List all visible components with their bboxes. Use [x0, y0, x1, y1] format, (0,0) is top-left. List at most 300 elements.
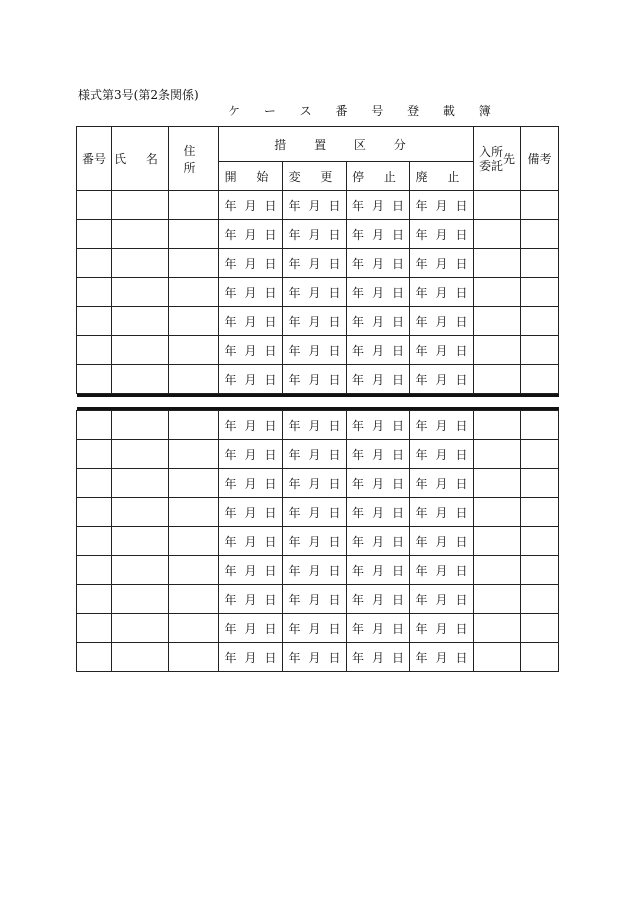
date-unit-year: 年 — [288, 650, 301, 665]
cell-abolish-date[interactable] — [410, 365, 474, 394]
cell-facility[interactable] — [474, 469, 521, 498]
date-unit-year: 年 — [224, 476, 237, 491]
cell-facility[interactable] — [474, 614, 521, 643]
date-unit-day: 日 — [328, 505, 341, 520]
date-unit-month: 月 — [244, 418, 257, 433]
cell-suspend-date[interactable] — [347, 249, 410, 278]
date-unit-month: 月 — [435, 563, 448, 578]
date-unit-month: 月 — [371, 227, 384, 242]
cell-remarks[interactable] — [521, 469, 559, 498]
date-unit-month: 月 — [308, 563, 321, 578]
table-row — [77, 278, 559, 307]
cell-suspend-date[interactable] — [347, 614, 410, 643]
date-unit-day: 日 — [264, 621, 277, 636]
cell-name[interactable] — [112, 469, 169, 498]
date-unit-year: 年 — [224, 447, 237, 462]
date-unit-year: 年 — [288, 227, 301, 242]
date-unit-day: 日 — [455, 650, 468, 665]
cell-address[interactable] — [169, 411, 219, 440]
cell-start-date[interactable] — [219, 411, 283, 440]
cell-facility[interactable] — [474, 365, 521, 394]
date-unit-day: 日 — [392, 592, 405, 607]
date-unit-month: 月 — [244, 285, 257, 300]
cell-name[interactable] — [112, 440, 169, 469]
date-unit-year: 年 — [224, 285, 237, 300]
cell-start-date[interactable] — [219, 220, 283, 249]
omission-separator — [77, 394, 559, 411]
cell-start-date[interactable] — [219, 498, 283, 527]
cell-abolish-date[interactable] — [410, 585, 474, 614]
table-row — [77, 498, 559, 527]
date-unit-year: 年 — [224, 314, 237, 329]
date-unit-month: 月 — [308, 505, 321, 520]
cell-start-date[interactable] — [219, 440, 283, 469]
date-unit-month: 月 — [371, 621, 384, 636]
date-unit-month: 月 — [435, 285, 448, 300]
date-unit-year: 年 — [351, 285, 364, 300]
cell-abolish-date[interactable] — [410, 614, 474, 643]
date-unit-year: 年 — [224, 372, 237, 387]
cell-name[interactable] — [112, 307, 169, 336]
date-unit-year: 年 — [288, 198, 301, 213]
cell-name[interactable] — [112, 614, 169, 643]
date-unit-day: 日 — [455, 505, 468, 520]
date-unit-day: 日 — [264, 592, 277, 607]
cell-abolish-date[interactable] — [410, 527, 474, 556]
cell-remarks[interactable] — [521, 278, 559, 307]
date-unit-day: 日 — [328, 592, 341, 607]
cell-start-date[interactable] — [219, 585, 283, 614]
cell-number[interactable] — [77, 249, 112, 278]
date-unit-day: 日 — [328, 285, 341, 300]
cell-remarks[interactable] — [521, 191, 559, 220]
cell-address[interactable] — [169, 469, 219, 498]
date-unit-day: 日 — [264, 650, 277, 665]
cell-change-date[interactable] — [283, 440, 347, 469]
cell-change-date[interactable] — [283, 614, 347, 643]
separator-line-top — [77, 394, 559, 397]
cell-change-date[interactable] — [283, 469, 347, 498]
date-unit-month: 月 — [371, 343, 384, 358]
date-unit-year: 年 — [415, 418, 428, 433]
date-unit-day: 日 — [392, 256, 405, 271]
cell-abolish-date[interactable] — [410, 643, 474, 672]
cell-remarks[interactable] — [521, 249, 559, 278]
date-unit-year: 年 — [415, 372, 428, 387]
date-unit-day: 日 — [455, 227, 468, 242]
cell-facility[interactable] — [474, 336, 521, 365]
cell-abolish-date[interactable] — [410, 307, 474, 336]
date-unit-month: 月 — [244, 447, 257, 462]
form-number-label: 様式第3号(第2条関係) — [78, 88, 199, 102]
date-unit-year: 年 — [415, 314, 428, 329]
cell-start-date[interactable] — [219, 307, 283, 336]
date-unit-year: 年 — [288, 418, 301, 433]
date-unit-month: 月 — [435, 476, 448, 491]
cell-remarks[interactable] — [521, 585, 559, 614]
cell-remarks[interactable] — [521, 220, 559, 249]
cell-start-date[interactable] — [219, 556, 283, 585]
cell-change-date[interactable] — [283, 556, 347, 585]
cell-change-date[interactable] — [283, 249, 347, 278]
cell-name[interactable] — [112, 498, 169, 527]
date-unit-year: 年 — [288, 592, 301, 607]
date-unit-month: 月 — [308, 285, 321, 300]
cell-number[interactable] — [77, 585, 112, 614]
header-abolish: 廃 止 — [410, 162, 474, 191]
cell-abolish-date[interactable] — [410, 336, 474, 365]
cell-number[interactable] — [77, 469, 112, 498]
date-unit-day: 日 — [264, 256, 277, 271]
date-unit-day: 日 — [455, 372, 468, 387]
date-unit-day: 日 — [264, 534, 277, 549]
date-unit-month: 月 — [244, 314, 257, 329]
cell-address[interactable] — [169, 440, 219, 469]
cell-remarks[interactable] — [521, 527, 559, 556]
cell-address[interactable] — [169, 527, 219, 556]
cell-suspend-date[interactable] — [347, 527, 410, 556]
cell-address[interactable] — [169, 278, 219, 307]
cell-number[interactable] — [77, 220, 112, 249]
cell-abolish-date[interactable] — [410, 440, 474, 469]
cell-facility[interactable] — [474, 527, 521, 556]
cell-abolish-date[interactable] — [410, 249, 474, 278]
date-unit-day: 日 — [264, 476, 277, 491]
date-unit-day: 日 — [455, 447, 468, 462]
cell-number[interactable] — [77, 498, 112, 527]
date-unit-day: 日 — [264, 447, 277, 462]
cell-facility[interactable] — [474, 556, 521, 585]
date-unit-month: 月 — [308, 621, 321, 636]
cell-start-date[interactable] — [219, 336, 283, 365]
date-unit-year: 年 — [288, 563, 301, 578]
cell-facility[interactable] — [474, 307, 521, 336]
cell-number[interactable] — [77, 440, 112, 469]
table-row — [77, 556, 559, 585]
cell-suspend-date[interactable] — [347, 556, 410, 585]
date-unit-day: 日 — [328, 343, 341, 358]
date-unit-month: 月 — [244, 227, 257, 242]
cell-name[interactable] — [112, 365, 169, 394]
header-measure-category: 措 置 区 分 — [219, 127, 474, 162]
date-unit-month: 月 — [244, 256, 257, 271]
cell-change-date[interactable] — [283, 191, 347, 220]
date-unit-month: 月 — [244, 650, 257, 665]
date-unit-month: 月 — [435, 534, 448, 549]
date-unit-month: 月 — [244, 198, 257, 213]
cell-suspend-date[interactable] — [347, 191, 410, 220]
date-unit-year: 年 — [224, 343, 237, 358]
cell-change-date[interactable] — [283, 411, 347, 440]
date-unit-year: 年 — [224, 650, 237, 665]
date-unit-month: 月 — [435, 621, 448, 636]
cell-change-date[interactable] — [283, 278, 347, 307]
cell-suspend-date[interactable] — [347, 411, 410, 440]
cell-number[interactable] — [77, 336, 112, 365]
cell-start-date[interactable] — [219, 365, 283, 394]
date-unit-month: 月 — [244, 476, 257, 491]
date-unit-day: 日 — [392, 650, 405, 665]
date-unit-day: 日 — [392, 198, 405, 213]
date-unit-month: 月 — [308, 198, 321, 213]
date-unit-year: 年 — [415, 505, 428, 520]
cell-facility[interactable] — [474, 191, 521, 220]
date-unit-month: 月 — [371, 505, 384, 520]
date-unit-day: 日 — [392, 505, 405, 520]
cell-name[interactable] — [112, 191, 169, 220]
date-unit-day: 日 — [328, 534, 341, 549]
cell-change-date[interactable] — [283, 307, 347, 336]
date-unit-year: 年 — [351, 650, 364, 665]
date-unit-day: 日 — [455, 563, 468, 578]
date-unit-year: 年 — [351, 534, 364, 549]
cell-facility[interactable] — [474, 411, 521, 440]
date-unit-month: 月 — [435, 198, 448, 213]
date-unit-day: 日 — [392, 534, 405, 549]
table-row — [77, 614, 559, 643]
date-unit-day: 日 — [264, 285, 277, 300]
date-unit-day: 日 — [328, 563, 341, 578]
date-unit-day: 日 — [455, 285, 468, 300]
date-unit-day: 日 — [264, 314, 277, 329]
date-unit-day: 日 — [328, 418, 341, 433]
date-unit-month: 月 — [308, 650, 321, 665]
cell-remarks[interactable] — [521, 365, 559, 394]
cell-suspend-date[interactable] — [347, 643, 410, 672]
cell-start-date[interactable] — [219, 191, 283, 220]
date-unit-year: 年 — [351, 256, 364, 271]
cell-remarks[interactable] — [521, 614, 559, 643]
date-unit-day: 日 — [392, 314, 405, 329]
cell-name[interactable] — [112, 336, 169, 365]
cell-number[interactable] — [77, 307, 112, 336]
document-title: ケ ー ス 番 号 登 載 簿 — [228, 104, 501, 118]
cell-number[interactable] — [77, 614, 112, 643]
cell-start-date[interactable] — [219, 469, 283, 498]
cell-abolish-date[interactable] — [410, 191, 474, 220]
cell-suspend-date[interactable] — [347, 498, 410, 527]
header-name: 氏 名 — [112, 127, 169, 191]
cell-address[interactable] — [169, 191, 219, 220]
cell-address[interactable] — [169, 498, 219, 527]
cell-start-date[interactable] — [219, 278, 283, 307]
date-unit-month: 月 — [371, 447, 384, 462]
cell-suspend-date[interactable] — [347, 278, 410, 307]
date-unit-month: 月 — [244, 343, 257, 358]
cell-change-date[interactable] — [283, 498, 347, 527]
date-unit-year: 年 — [351, 372, 364, 387]
cell-start-date[interactable] — [219, 249, 283, 278]
cell-facility[interactable] — [474, 249, 521, 278]
table-row — [77, 527, 559, 556]
omission-separator-cell — [77, 394, 559, 411]
table-row — [77, 585, 559, 614]
table-row — [77, 220, 559, 249]
header-number: 番号 — [77, 127, 112, 191]
cell-address[interactable] — [169, 556, 219, 585]
cell-suspend-date[interactable] — [347, 220, 410, 249]
cell-facility[interactable] — [474, 643, 521, 672]
header-change: 変 更 — [283, 162, 347, 191]
date-unit-day: 日 — [392, 285, 405, 300]
date-unit-month: 月 — [308, 343, 321, 358]
date-unit-year: 年 — [351, 198, 364, 213]
cell-abolish-date[interactable] — [410, 278, 474, 307]
date-unit-year: 年 — [351, 505, 364, 520]
date-unit-month: 月 — [435, 227, 448, 242]
date-unit-day: 日 — [328, 256, 341, 271]
date-unit-month: 月 — [244, 372, 257, 387]
header-facility — [474, 127, 521, 191]
cell-number[interactable] — [77, 643, 112, 672]
cell-start-date[interactable] — [219, 643, 283, 672]
cell-abolish-date[interactable] — [410, 220, 474, 249]
cell-change-date[interactable] — [283, 336, 347, 365]
date-unit-year: 年 — [224, 418, 237, 433]
header-address: 住 所 — [169, 127, 219, 191]
cell-number[interactable] — [77, 365, 112, 394]
date-unit-year: 年 — [288, 343, 301, 358]
date-unit-month: 月 — [371, 563, 384, 578]
cell-suspend-date[interactable] — [347, 307, 410, 336]
date-unit-day: 日 — [264, 505, 277, 520]
cell-abolish-date[interactable] — [410, 469, 474, 498]
date-unit-day: 日 — [328, 476, 341, 491]
date-unit-year: 年 — [415, 650, 428, 665]
cell-suspend-date[interactable] — [347, 336, 410, 365]
cell-facility[interactable] — [474, 220, 521, 249]
cell-number[interactable] — [77, 191, 112, 220]
date-unit-month: 月 — [308, 314, 321, 329]
table-row — [77, 643, 559, 672]
cell-facility[interactable] — [474, 278, 521, 307]
cell-abolish-date[interactable] — [410, 411, 474, 440]
date-unit-month: 月 — [435, 314, 448, 329]
table-row — [77, 365, 559, 394]
date-unit-month: 月 — [435, 418, 448, 433]
cell-address[interactable] — [169, 643, 219, 672]
date-unit-day: 日 — [392, 372, 405, 387]
date-unit-month: 月 — [371, 650, 384, 665]
date-unit-year: 年 — [288, 621, 301, 636]
cell-name[interactable] — [112, 643, 169, 672]
cell-suspend-date[interactable] — [347, 469, 410, 498]
cell-remarks[interactable] — [521, 643, 559, 672]
date-unit-month: 月 — [371, 418, 384, 433]
cell-name[interactable] — [112, 220, 169, 249]
date-unit-month: 月 — [371, 372, 384, 387]
cell-remarks[interactable] — [521, 307, 559, 336]
cell-abolish-date[interactable] — [410, 498, 474, 527]
date-unit-day: 日 — [264, 563, 277, 578]
table-row — [77, 336, 559, 365]
date-unit-year: 年 — [288, 505, 301, 520]
cell-change-date[interactable] — [283, 585, 347, 614]
cell-suspend-date[interactable] — [347, 365, 410, 394]
date-unit-month: 月 — [371, 256, 384, 271]
date-unit-day: 日 — [328, 372, 341, 387]
cell-number[interactable] — [77, 411, 112, 440]
date-unit-month: 月 — [435, 592, 448, 607]
cell-remarks[interactable] — [521, 556, 559, 585]
table-row — [77, 440, 559, 469]
cell-change-date[interactable] — [283, 220, 347, 249]
cell-remarks[interactable] — [521, 411, 559, 440]
cell-address[interactable] — [169, 307, 219, 336]
date-unit-month: 月 — [244, 563, 257, 578]
date-unit-day: 日 — [392, 476, 405, 491]
cell-facility[interactable] — [474, 498, 521, 527]
cell-remarks[interactable] — [521, 498, 559, 527]
cell-number[interactable] — [77, 278, 112, 307]
date-unit-day: 日 — [264, 372, 277, 387]
cell-address[interactable] — [169, 249, 219, 278]
date-unit-day: 日 — [392, 563, 405, 578]
date-unit-year: 年 — [351, 314, 364, 329]
cell-number[interactable] — [77, 527, 112, 556]
date-unit-month: 月 — [308, 592, 321, 607]
cell-facility[interactable] — [474, 440, 521, 469]
cell-suspend-date[interactable] — [347, 440, 410, 469]
date-unit-year: 年 — [415, 592, 428, 607]
date-unit-day: 日 — [392, 418, 405, 433]
date-unit-month: 月 — [308, 447, 321, 462]
date-unit-day: 日 — [392, 621, 405, 636]
cell-name[interactable] — [112, 249, 169, 278]
cell-number[interactable] — [77, 556, 112, 585]
cell-change-date[interactable] — [283, 527, 347, 556]
date-unit-month: 月 — [244, 505, 257, 520]
date-unit-day: 日 — [455, 476, 468, 491]
table-row — [77, 191, 559, 220]
date-unit-year: 年 — [415, 563, 428, 578]
date-unit-day: 日 — [264, 227, 277, 242]
date-unit-month: 月 — [435, 505, 448, 520]
date-unit-month: 月 — [435, 650, 448, 665]
cell-facility[interactable] — [474, 585, 521, 614]
date-unit-month: 月 — [244, 592, 257, 607]
cell-name[interactable] — [112, 411, 169, 440]
cell-address[interactable] — [169, 220, 219, 249]
table-row — [77, 469, 559, 498]
cell-address[interactable] — [169, 365, 219, 394]
cell-abolish-date[interactable] — [410, 556, 474, 585]
cell-start-date[interactable] — [219, 527, 283, 556]
cell-remarks[interactable] — [521, 440, 559, 469]
cell-name[interactable] — [112, 556, 169, 585]
date-unit-month: 月 — [308, 476, 321, 491]
cell-suspend-date[interactable] — [347, 585, 410, 614]
header-facility-line2: 委託 — [479, 158, 504, 173]
cell-name[interactable] — [112, 585, 169, 614]
date-unit-year: 年 — [351, 592, 364, 607]
cell-address[interactable] — [169, 585, 219, 614]
cell-change-date[interactable] — [283, 365, 347, 394]
cell-name[interactable] — [112, 278, 169, 307]
cell-remarks[interactable] — [521, 336, 559, 365]
date-unit-month: 月 — [435, 256, 448, 271]
cell-change-date[interactable] — [283, 643, 347, 672]
cell-address[interactable] — [169, 336, 219, 365]
date-unit-day: 日 — [455, 592, 468, 607]
date-unit-year: 年 — [351, 476, 364, 491]
cell-address[interactable] — [169, 614, 219, 643]
header-remarks: 備考 — [521, 127, 559, 191]
cell-name[interactable] — [112, 527, 169, 556]
cell-start-date[interactable] — [219, 614, 283, 643]
header-start: 開 始 — [219, 162, 283, 191]
date-unit-year: 年 — [415, 534, 428, 549]
